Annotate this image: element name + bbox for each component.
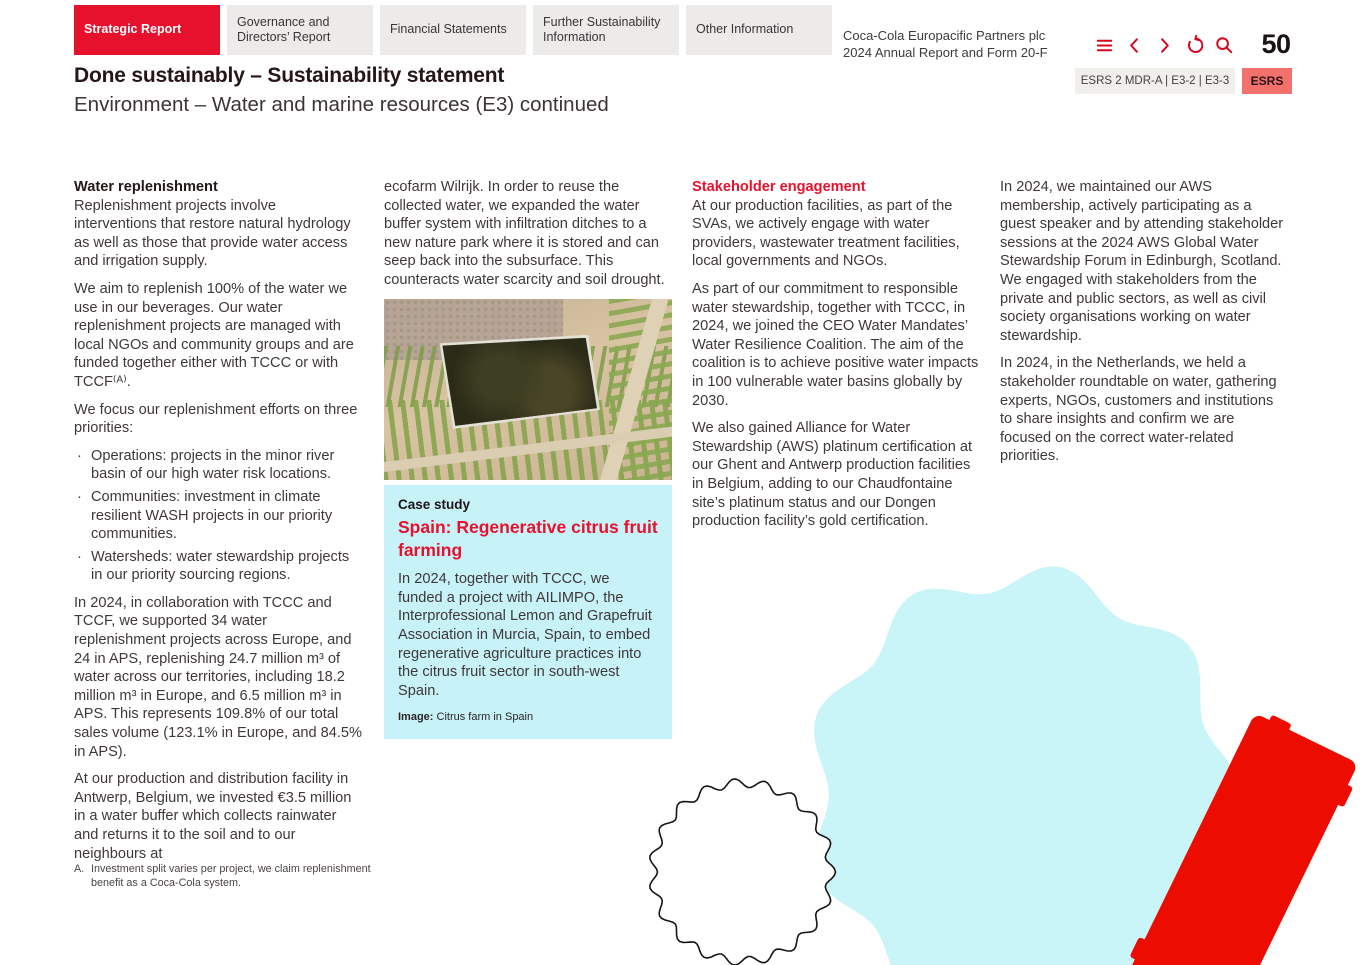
page-subtitle: Environment – Water and marine resources (E3) continued	[74, 93, 609, 116]
page-title: Done sustainably – Sustainability statement	[74, 64, 505, 87]
report-brand-text	[843, 27, 1048, 61]
case-study-label: Case study	[398, 496, 471, 512]
case-study-title: Spain: Regenerative citrus fruit farming	[398, 517, 658, 561]
paragraph: At our production and distribution facility in Antwerp, Belgium, we invested €3.5 million in a water buffer which collects rainwater and returns it to the soil and to our neighbours at	[74, 771, 352, 862]
section-tabbar	[74, 5, 832, 55]
scalloped-ring-shape	[650, 779, 836, 965]
page-number: 50	[1261, 29, 1291, 59]
brand-line-2: 2024 Annual Report and Form 20-F	[843, 45, 1048, 61]
paragraph: We aim to replenish 100% of the water we use in our beverages. Our water replenishment projects are managed with local NGOs and community groups and are funded together either with TCCC or with TCCF⁽ᴬ⁾.	[74, 280, 354, 390]
tab-strategic-report[interactable]	[74, 5, 220, 55]
paragraph: As part of our commitment to responsible water stewardship, together with TCCC, in 2024, we joined the CEO Water Mandates’ Water Resilience Coalition. The aim of the coalition is to achieve positive water impacts in 100 vulnerable water basins globally by 2030.	[692, 280, 979, 409]
tab-label: Governance and Directors’ Report	[237, 14, 331, 44]
image-caption-label: Image:	[398, 711, 434, 724]
list-item: · Operations: projects in the minor river basin of our high water risk locations.	[74, 447, 362, 484]
footnote-a	[74, 863, 374, 890]
column-3	[692, 178, 980, 540]
chevron-left-icon[interactable]	[1124, 35, 1145, 56]
citrus-farm-photo	[384, 299, 672, 480]
esrs-badge: ESRS	[1242, 68, 1292, 94]
paragraph: We focus our replenishment efforts on three priorities:	[74, 401, 358, 437]
tab-label: Financial Statements	[390, 22, 507, 37]
footnote-marker: A.	[74, 863, 85, 875]
paragraph: We also gained Alliance for Water Stewardship (AWS) platinum certification at our Ghent and Antwerp production facilities in Belgium, adding to our Chaudfontaine site’s platinum status and our Dongen production facility’s gold certification.	[692, 420, 973, 530]
search-icon[interactable]	[1214, 35, 1235, 56]
brand-line-1: Coca-Cola Europacific Partners plc	[843, 28, 1046, 43]
tab-label: Further Sustainability Information	[543, 14, 661, 44]
column-1	[74, 178, 362, 872]
esrs-reference-chip: ESRS 2 MDR-A | E3-2 | E3-3	[1075, 68, 1235, 94]
paragraph: ecofarm Wilrijk. In order to reuse the collected water, we expanded the water buffer system with infiltration ditches to a new nature park where it is stored and can seep back into the subsurface. This counteracts water scarcity and soil drought.	[384, 179, 665, 288]
paragraph: Replenishment projects involve interventions that restore natural hydrology as well as those that provide water access and irrigation supply.	[74, 197, 351, 270]
section-heading-stakeholder-engagement: Stakeholder engagement	[692, 179, 866, 195]
tab-further-sustainability-information[interactable]	[533, 5, 679, 55]
footnote-text: Investment split varies per project, we claim replenishment benefit as a Coca-Cola system.	[91, 863, 371, 889]
image-caption	[398, 708, 658, 727]
tab-other-information[interactable]	[686, 5, 832, 55]
undo-icon[interactable]	[1184, 35, 1205, 56]
case-study-body: In 2024, together with TCCC, we funded a project with AILIMPO, the Interprofessional Lemon and Grapefruit Association in Murcia, Spain, to embed regenerative agriculture practices into the citrus fruit sector in south-west Spain.	[398, 571, 652, 699]
tab-label: Strategic Report	[84, 22, 182, 37]
menu-icon[interactable]	[1094, 35, 1115, 56]
tab-financial-statements[interactable]	[380, 5, 526, 55]
priorities-list	[74, 447, 362, 585]
list-item: · Communities: investment in climate resilient WASH projects in our priority communities.	[74, 488, 362, 544]
column-4	[1000, 178, 1288, 475]
section-heading-water-replenishment: Water replenishment	[74, 179, 218, 195]
red-label-shape	[1115, 705, 1365, 965]
chevron-right-icon[interactable]	[1154, 35, 1175, 56]
paragraph: In 2024, in collaboration with TCCC and TCCF, we supported 34 water replenishment projects across Europe, and 24 in APS, replenishing 24.7 million m³ of water across our territories, including 18.2 million m³ in Europe, and 6.5 million m³ in APS. This represents 109.8% of our total sales volume (123.1% in Europe, and 84.5% in APS).	[74, 594, 362, 760]
paragraph: In 2024, we maintained our AWS membership, actively participating as a guest speaker and by attending stakeholder sessions at the 2024 AWS Global Water Stewardship Forum in Edinburgh, Scotland. We engaged with stakeholders from the private and public sectors, as well as civil society organisations working on water stewardship.	[1000, 179, 1284, 344]
column-2	[384, 178, 672, 739]
photo-reservoir-water	[436, 338, 597, 426]
tab-governance-directors-report[interactable]	[227, 5, 373, 55]
list-item: · Watersheds: water stewardship projects in our priority sourcing regions.	[74, 548, 362, 585]
cyan-blob-shape	[814, 566, 1241, 965]
paragraph: At our production facilities, as part of the SVAs, we actively engage with water providers, wastewater treatment facilities, local governments and NGOs.	[692, 197, 960, 270]
image-caption-text: Citrus farm in Spain	[433, 711, 534, 724]
viewer-toolbar	[1094, 35, 1235, 56]
paragraph: In 2024, in the Netherlands, we held a stakeholder roundtable on water, gathering experts, NGOs, customers and institutions to share insights and confirm we are focused on the correct water-related priorities.	[1000, 355, 1277, 465]
case-study-box	[384, 485, 672, 739]
tab-label: Other Information	[696, 22, 794, 37]
